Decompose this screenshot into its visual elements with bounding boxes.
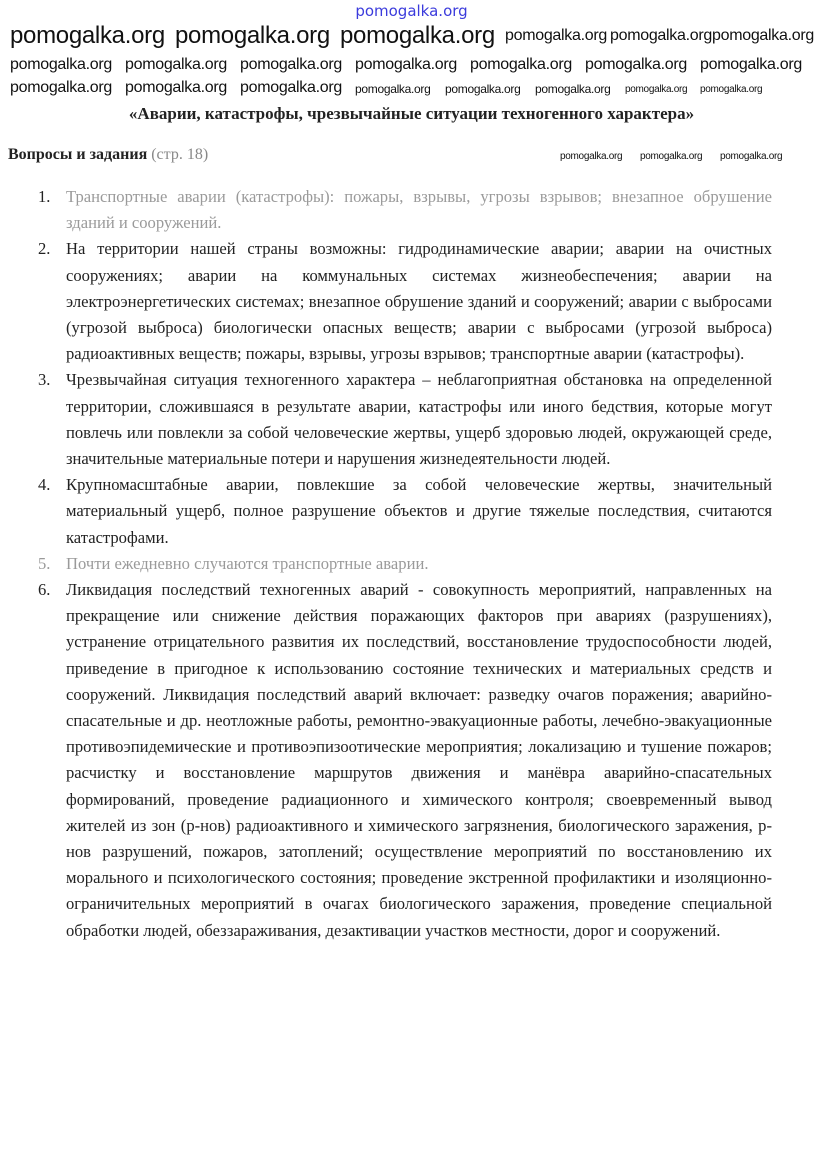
- heading-page-ref: (стр. 18): [147, 146, 209, 163]
- list-item: [38, 577, 772, 944]
- watermark: pomogalka.org: [240, 56, 342, 73]
- watermark: pomogalka.org: [175, 22, 330, 49]
- list-item: [38, 236, 772, 367]
- item-number: 5.: [38, 553, 51, 573]
- item-text: Ликвидация последствий техногенных аварий - совокупность мероприятий, направленных на прекращение или снижение действия поражающих факторов при авариях (разрушениях), устранение отрицательного развития их последствий, восстановление трудоспособности людей, приведение в пригодное к использованию состояние технических и материальных средств и сооружений. Ликвидация последствий аварий включает: разведку очагов поражения; аварийно-спасательные и др. неотложные работы, ремонтно-эвакуационные работы, лечебно-эвакуационные противоэпидемические и противоэпизоотические мероприятия; локализацию и тушение пожаров; расчистку и восстановление маршрутов движения и манёвра аварийно-спасательных формирований, проведение радиационного и химического контроля; своевременный вывод жителей из зон (р-нов) радиоактивного и химического загрязнения, биологического заражения, р-нов разрушений, пожаров, затоплений; осуществление мероприятий по восстановлению их морального и психологического состояния; проведение экстренной профилактики и изоляционно-ограничительных мероприятий в очагах биологического заражения, проведение специальной обработки людей, обеззараживания, дезактивации участков местности, дорог и сооружений.: [66, 580, 772, 940]
- item-text: На территории нашей страны возможны: гидродинамические аварии; аварии на очистных сооружениях; аварии на коммунальных системах жизнеобеспечения; аварии на электроэнергетических системах; внезапное обрушение зданий и сооружений; аварии с выбросами (угрозой выброса) биологически опасных веществ; аварии с выбросами (угрозой выброса) радиоактивных веществ; пожары, взрывы, угрозы взрывов; транспортные аварии (катастрофы).: [66, 239, 772, 364]
- watermark: pomogalka.org: [712, 27, 814, 44]
- watermark: pomogalka.org: [10, 79, 112, 96]
- watermark: pomogalka.org: [505, 27, 607, 44]
- site-header-link[interactable]: pomogalka.org: [355, 2, 468, 20]
- watermark: pomogalka.org: [720, 151, 783, 162]
- watermark: pomogalka.org: [125, 56, 227, 73]
- section-heading: [8, 146, 208, 164]
- list-item: [38, 184, 772, 236]
- watermark: pomogalka.org: [610, 27, 712, 44]
- watermark: pomogalka.org: [585, 56, 687, 73]
- item-number: 4.: [38, 475, 51, 495]
- watermark: pomogalka.org: [445, 82, 521, 96]
- list-item: [38, 551, 772, 577]
- watermark: pomogalka.org: [125, 79, 227, 96]
- item-text: Почти ежедневно случаются транспортные аварии.: [66, 553, 429, 573]
- watermark: pomogalka.org: [470, 56, 572, 73]
- watermark: pomogalka.org: [10, 56, 112, 73]
- item-text: Чрезвычайная ситуация техногенного характера – неблагоприятная обстановка на определенной территории, сложившаяся в результате аварии, катастрофы или иного бедствия, которые могут повлечь или повлекли за собой человеческие жертвы, ущерб здоровью людей, окружающей среде, значительные материальные потери и нарушения жизнедеятельности людей.: [66, 370, 772, 469]
- answers-list: [38, 184, 772, 944]
- watermark: pomogalka.org: [700, 84, 763, 95]
- heading-bold: Вопросы и задания: [8, 146, 148, 163]
- item-text: Транспортные аварии (катастрофы): пожары, взрывы, угрозы взрывов; внезапное обрушение зданий и сооружений.: [66, 187, 772, 233]
- list-item: [38, 367, 772, 472]
- item-text: Крупномасштабные аварии, повлекшие за собой человеческие жертвы, значительный материальный ущерб, полное разрушение объектов и другие тяжелые последствия, считаются катастрофами.: [66, 475, 772, 547]
- watermark: pomogalka.org: [355, 56, 457, 73]
- watermark: pomogalka.org: [340, 22, 495, 49]
- watermark: pomogalka.org: [535, 82, 611, 96]
- watermark: pomogalka.org: [700, 56, 802, 73]
- watermark: pomogalka.org: [640, 151, 703, 162]
- watermark: pomogalka.org: [355, 82, 431, 96]
- item-number: 2.: [38, 239, 51, 259]
- page-title: «Аварии, катастрофы, чрезвычайные ситуации техногенного характера»: [128, 104, 695, 123]
- item-number: 1.: [38, 187, 51, 206]
- list-item: [38, 472, 772, 551]
- watermark: pomogalka.org: [240, 79, 342, 96]
- item-number: 3.: [38, 370, 51, 390]
- watermark: pomogalka.org: [625, 84, 688, 95]
- watermark: pomogalka.org: [560, 151, 623, 162]
- watermark: pomogalka.org: [10, 22, 165, 49]
- item-number: 6.: [38, 580, 51, 600]
